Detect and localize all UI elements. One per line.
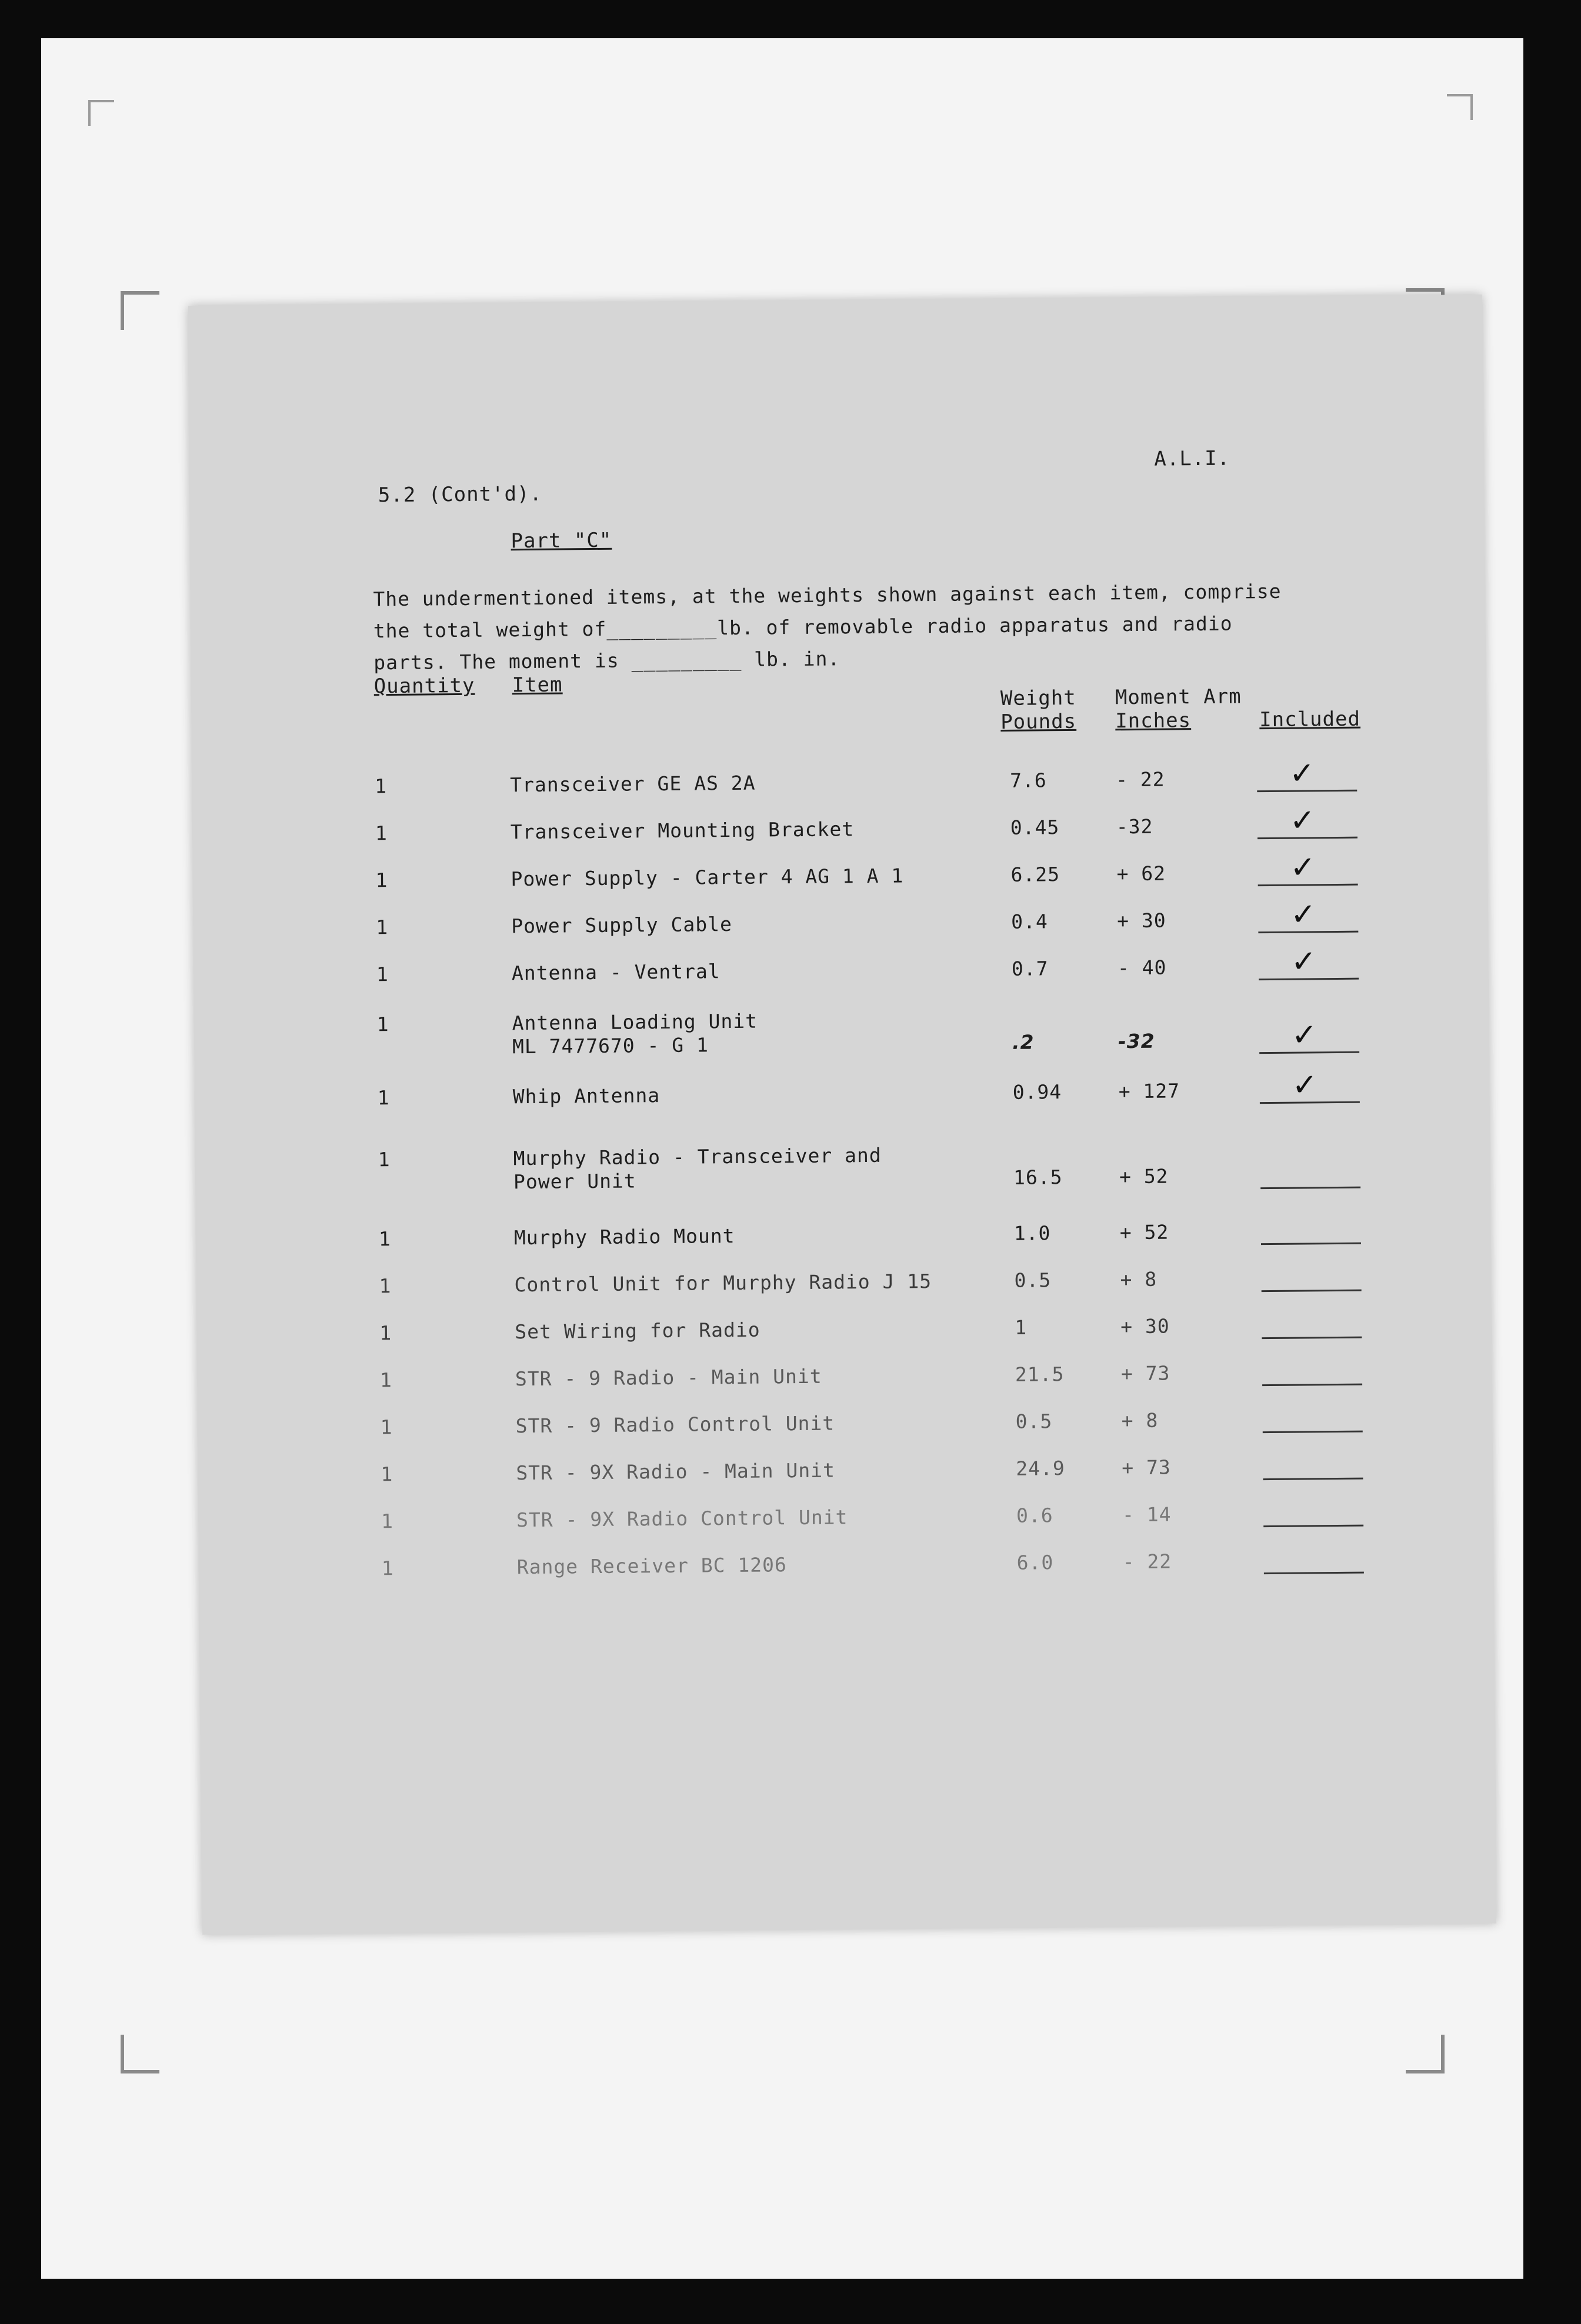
row-item: Murphy Radio - Transceiver and xyxy=(513,1143,882,1170)
included-blank xyxy=(1261,1243,1361,1245)
check-mark-icon: ✓ xyxy=(1290,897,1317,933)
row-weight: 0.5 xyxy=(1014,1268,1052,1292)
row-moment-arm: - 22 xyxy=(1115,767,1165,792)
table-row xyxy=(196,1138,1490,1197)
row-weight: 16.5 xyxy=(1013,1166,1063,1189)
row-moment-arm: + 52 xyxy=(1119,1220,1169,1244)
row-weight: 0.94 xyxy=(1012,1080,1062,1104)
included-blank xyxy=(1262,1384,1362,1386)
included-blank xyxy=(1262,1337,1362,1339)
column-header-weight-unit: Pounds xyxy=(1000,709,1077,734)
column-header-moment-unit: Inches xyxy=(1115,709,1192,733)
row-item: Antenna - Ventral xyxy=(511,960,721,985)
row-moment-arm: + 30 xyxy=(1120,1314,1170,1338)
row-weight: 0.5 xyxy=(1015,1410,1053,1433)
table-row xyxy=(195,1003,1489,1061)
row-weight: 6.25 xyxy=(1010,863,1060,886)
row-item: Power Supply Cable xyxy=(511,912,733,938)
column-header-included: Included xyxy=(1259,707,1361,732)
intro-paragraph xyxy=(373,576,1282,679)
row-moment-arm: -32 xyxy=(1116,814,1153,839)
row-item: Set Wiring for Radio xyxy=(515,1318,761,1344)
document-reference: A.L.I. xyxy=(1154,446,1230,471)
included-blank xyxy=(1260,1187,1360,1189)
corner-mark xyxy=(121,2035,159,2073)
column-header-weight: Weight xyxy=(1000,686,1076,710)
row-moment-arm: + 8 xyxy=(1120,1267,1158,1291)
row-weight: 0.7 xyxy=(1011,957,1049,980)
row-quantity: 1 xyxy=(376,1013,389,1036)
row-moment-arm: + 127 xyxy=(1118,1079,1180,1103)
row-moment-arm: - 14 xyxy=(1122,1502,1172,1527)
row-moment-arm: + 62 xyxy=(1116,862,1166,886)
included-blank xyxy=(1263,1525,1363,1527)
check-mark-icon: ✓ xyxy=(1290,944,1318,980)
row-item: Range Receiver BC 1206 xyxy=(516,1553,787,1579)
included-blank xyxy=(1263,1478,1363,1480)
row-item-continued: ML 7477670 - G 1 xyxy=(512,1033,709,1059)
row-weight: 0.45 xyxy=(1010,816,1060,839)
row-quantity: 1 xyxy=(376,963,389,986)
row-weight: 24.9 xyxy=(1016,1457,1065,1480)
check-mark-icon: ✓ xyxy=(1289,803,1316,839)
row-quantity: 1 xyxy=(379,1274,392,1298)
row-quantity: 1 xyxy=(378,1227,391,1251)
row-quantity: 1 xyxy=(381,1462,393,1486)
row-item: STR - 9X Radio Control Unit xyxy=(516,1505,848,1532)
row-quantity: 1 xyxy=(378,1148,391,1171)
row-moment-arm: - 40 xyxy=(1117,956,1167,980)
corner-mark xyxy=(121,291,159,330)
row-weight: 0.4 xyxy=(1011,910,1048,933)
section-number: 5.2 (Cont'd). xyxy=(378,482,543,507)
row-item: Antenna Loading Unit xyxy=(512,1009,758,1035)
row-weight: 6.0 xyxy=(1016,1551,1054,1574)
paragraph-line: The undermentioned items, at the weights shown against each item, comprise xyxy=(373,579,1282,611)
row-item: STR - 9X Radio - Main Unit xyxy=(516,1458,836,1485)
row-weight: 21.5 xyxy=(1015,1363,1065,1386)
row-weight: .2 xyxy=(1012,1030,1035,1054)
included-blank xyxy=(1263,1431,1363,1433)
row-item: Power Supply - Carter 4 AG 1 A 1 xyxy=(511,864,904,891)
corner-mark xyxy=(1447,94,1473,120)
row-quantity: 1 xyxy=(375,869,388,892)
row-item: Transceiver GE AS 2A xyxy=(509,771,756,797)
row-moment-arm: + 73 xyxy=(1122,1455,1171,1480)
row-weight: 1 xyxy=(1015,1315,1028,1339)
column-header-item: Item xyxy=(512,673,563,697)
row-moment-arm: + 8 xyxy=(1121,1408,1159,1433)
included-blank xyxy=(1262,1290,1362,1292)
paragraph-line: the total weight of_________lb. of removable radio apparatus and radio xyxy=(373,612,1233,643)
paragraph-line: parts. The moment is _________ lb. in. xyxy=(373,647,840,675)
row-weight: 0.6 xyxy=(1016,1504,1053,1527)
check-mark-icon: ✓ xyxy=(1290,850,1317,886)
row-weight: 7.6 xyxy=(1009,769,1047,792)
corner-mark xyxy=(88,100,114,126)
column-header-moment: Moment Arm xyxy=(1115,684,1242,710)
row-item: STR - 9 Radio Control Unit xyxy=(515,1411,835,1438)
row-moment-arm: + 73 xyxy=(1120,1361,1170,1385)
row-moment-arm: - 22 xyxy=(1122,1550,1172,1574)
document-sheet xyxy=(188,295,1496,1935)
included-blank xyxy=(1264,1572,1364,1574)
row-quantity: 1 xyxy=(376,916,389,939)
row-item: Transceiver Mounting Bracket xyxy=(510,817,855,844)
check-mark-icon: ✓ xyxy=(1291,1017,1318,1053)
row-quantity: 1 xyxy=(374,774,388,798)
table-row xyxy=(195,1067,1490,1135)
row-quantity: 1 xyxy=(379,1368,392,1392)
row-moment-arm: -32 xyxy=(1118,1029,1155,1053)
row-quantity: 1 xyxy=(375,822,388,845)
row-item: Whip Antenna xyxy=(512,1084,661,1108)
row-item: Murphy Radio Mount xyxy=(513,1224,735,1250)
row-moment-arm: + 52 xyxy=(1119,1164,1169,1188)
part-title: Part "C" xyxy=(511,528,612,553)
row-quantity: 1 xyxy=(381,1510,394,1533)
row-quantity: 1 xyxy=(380,1415,393,1439)
row-quantity: 1 xyxy=(377,1086,390,1110)
row-item: STR - 9 Radio - Main Unit xyxy=(515,1364,822,1391)
row-quantity: 1 xyxy=(381,1557,394,1580)
row-item-continued: Power Unit xyxy=(513,1169,636,1194)
row-moment-arm: + 30 xyxy=(1117,909,1166,933)
column-header-quantity: Quantity xyxy=(373,673,475,699)
row-weight: 1.0 xyxy=(1013,1221,1051,1245)
corner-mark xyxy=(1406,2035,1445,2073)
row-quantity: 1 xyxy=(379,1321,392,1345)
row-item: Control Unit for Murphy Radio J 15 xyxy=(514,1270,932,1297)
check-mark-icon: ✓ xyxy=(1289,756,1316,792)
check-mark-icon: ✓ xyxy=(1292,1067,1319,1103)
